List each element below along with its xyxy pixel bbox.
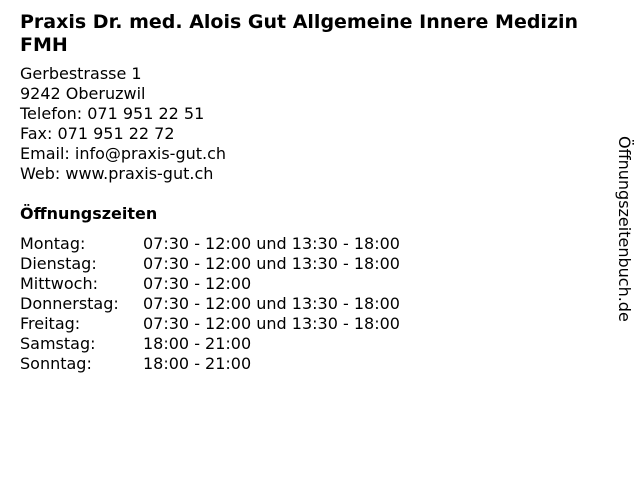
phone-number: Telefon: 071 951 22 51 [20, 104, 205, 123]
day-label: Samstag: [20, 334, 96, 353]
time-value: 07:30 - 12:00 [143, 274, 252, 293]
website-address: Web: www.praxis-gut.ch [20, 164, 214, 183]
day-label: Dienstag: [20, 254, 97, 273]
time-value: 18:00 - 21:00 [143, 334, 252, 353]
opening-hours-table [20, 234, 460, 374]
hours-row-monday [20, 234, 460, 254]
day-label: Donnerstag: [20, 294, 119, 313]
day-label: Montag: [20, 234, 86, 253]
time-value: 07:30 - 12:00 und 13:30 - 18:00 [143, 314, 400, 333]
hours-row-friday [20, 314, 460, 334]
city-address: 9242 Oberuzwil [20, 84, 146, 103]
hours-row-sunday [20, 354, 460, 374]
email-address: Email: info@praxis-gut.ch [20, 144, 227, 163]
hours-row-wednesday [20, 274, 460, 294]
day-label: Mittwoch: [20, 274, 98, 293]
day-label: Freitag: [20, 314, 81, 333]
fax-number: Fax: 071 951 22 72 [20, 124, 175, 143]
opening-hours-heading: Öffnungszeiten [20, 204, 158, 223]
time-value: 07:30 - 12:00 und 13:30 - 18:00 [143, 254, 400, 273]
contact-block [20, 64, 226, 184]
side-brand-label [614, 136, 634, 366]
time-value: 18:00 - 21:00 [143, 354, 252, 373]
brand-text: Öffnungszeitenbuch.de [615, 136, 634, 322]
time-value: 07:30 - 12:00 und 13:30 - 18:00 [143, 294, 400, 313]
time-value: 07:30 - 12:00 und 13:30 - 18:00 [143, 234, 400, 253]
hours-row-tuesday [20, 254, 460, 274]
practice-title: Praxis Dr. med. Alois Gut Allgemeine Innere Medizin FMH [20, 11, 579, 56]
day-label: Sonntag: [20, 354, 92, 373]
hours-row-thursday [20, 294, 460, 314]
street-address: Gerbestrasse 1 [20, 64, 142, 83]
hours-row-saturday [20, 334, 460, 354]
